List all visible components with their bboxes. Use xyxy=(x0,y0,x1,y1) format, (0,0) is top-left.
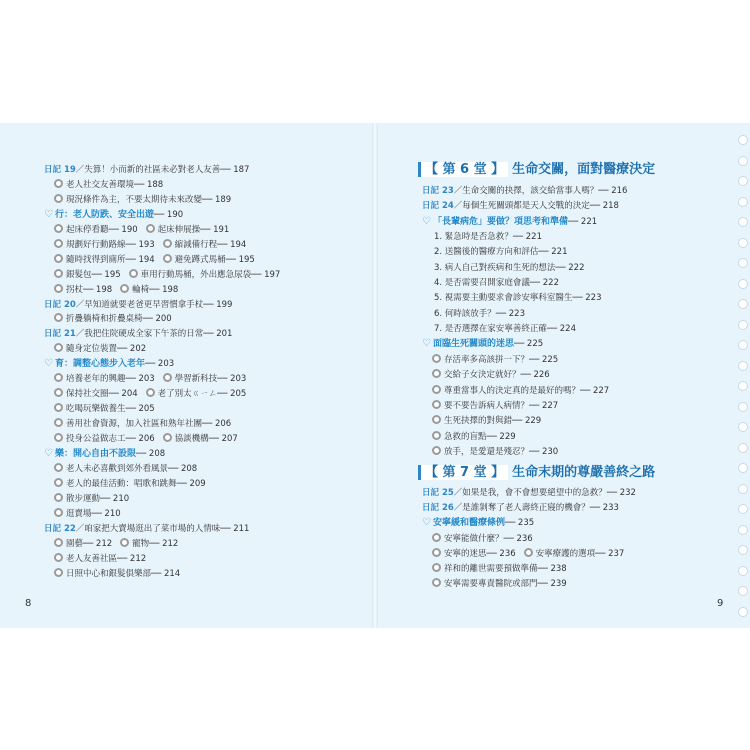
toc-line xyxy=(434,308,525,320)
bullet-icon xyxy=(120,538,129,547)
diary-title: ／每個生死關頭都是天人交戰的決定── 218 xyxy=(453,201,619,211)
toc-line xyxy=(434,277,559,289)
toc-line xyxy=(54,463,197,475)
left-page xyxy=(0,123,372,628)
toc-line xyxy=(434,246,567,258)
binding-ring xyxy=(738,217,748,227)
toc-line xyxy=(422,200,619,212)
diary-title: ／早知道就要老爸更早習慣拿手杖── 199 xyxy=(75,300,233,310)
toc-line xyxy=(422,502,619,514)
chapter-title: 生命末期的尊嚴善終之路 xyxy=(512,465,656,480)
numbered-item: 3. 病人自己對疾病和生死的想法── 222 xyxy=(434,263,585,273)
bullet-item: 安寧的迷思── 236 xyxy=(444,549,516,559)
bullet-item: 日照中心和銀髮俱樂部── 214 xyxy=(66,569,181,579)
toc-line xyxy=(432,431,516,443)
bullet-item: 存活率多高該拼一下？── 225 xyxy=(444,355,559,365)
diary-title: ／生命交關的抉擇，該交給當事人嗎？── 216 xyxy=(453,186,628,196)
bullet-icon xyxy=(432,354,441,363)
section-page: ── 208 xyxy=(135,449,166,459)
bullet-icon xyxy=(432,578,441,587)
binding-ring xyxy=(738,156,748,166)
toc-line xyxy=(422,338,543,350)
heart-icon: ♡ xyxy=(44,358,53,369)
bullet-item: 避免蹲式馬桶── 195 xyxy=(174,255,255,265)
bullet-item: 散步運動── 210 xyxy=(66,494,130,504)
bullet-item: 老人未必喜歡到郊外看風景── 208 xyxy=(66,464,198,474)
binding-ring xyxy=(738,176,748,186)
bullet-icon xyxy=(163,254,172,263)
bullet-icon xyxy=(54,538,63,547)
toc-line xyxy=(54,284,178,296)
bullet-item: 縮減備行程── 194 xyxy=(174,240,247,250)
bullet-item: 逛賣場── 210 xyxy=(66,509,121,519)
diary-tag: 日記 23 xyxy=(422,186,454,196)
toc-line xyxy=(434,292,601,304)
bullet-icon xyxy=(54,239,63,248)
toc-line xyxy=(44,358,174,370)
bullet-icon xyxy=(54,493,63,502)
toc-line xyxy=(54,508,121,520)
bullet-icon xyxy=(432,446,441,455)
bullet-item: 協談機構── 207 xyxy=(174,434,238,444)
bullet-icon xyxy=(54,343,63,352)
bullet-item: 隨時找得到廁所── 194 xyxy=(66,255,155,265)
numbered-item: 7. 是否選擇在家安寧善終正確── 224 xyxy=(434,324,576,334)
section-title: 面臨生死關頭的迷思 xyxy=(432,339,514,349)
bullet-item: 吃喝玩樂做養生── 205 xyxy=(66,404,155,414)
toc-line xyxy=(432,415,541,427)
bullet-item: 放手，是愛還是殘忍？── 230 xyxy=(444,447,559,457)
toc-line xyxy=(54,343,146,355)
bullet-icon xyxy=(432,369,441,378)
bullet-item: 隨身定位裝置── 202 xyxy=(66,344,147,354)
bullet-item: 安寧療護的選項── 237 xyxy=(535,549,625,559)
bullet-item: 生死抉擇的對與錯── 229 xyxy=(444,416,542,426)
binding-ring xyxy=(738,361,748,371)
toc-line xyxy=(54,179,163,191)
chapter-number: 【 第 7 堂 】 xyxy=(418,465,508,480)
toc-line xyxy=(434,323,576,335)
diary-tag: 日記 19 xyxy=(44,165,76,175)
bullet-item: 起床伸展操── 191 xyxy=(157,225,230,235)
bullet-icon xyxy=(54,433,63,442)
bullet-icon xyxy=(54,478,63,487)
section-title: 「長輩病危」要做？項思考和準備 xyxy=(432,217,568,227)
bullet-item: 老人友善社區── 212 xyxy=(66,554,147,564)
toc-line xyxy=(422,517,534,529)
binding-ring xyxy=(738,545,748,555)
bullet-icon xyxy=(54,254,63,263)
section-page: ── 190 xyxy=(153,210,184,220)
bullet-item: 急救的盲點── 229 xyxy=(444,432,516,442)
numbered-item: 2. 送醫後的醫療方向和評估── 221 xyxy=(434,247,568,257)
toc-line xyxy=(432,446,558,458)
section-page: ── 221 xyxy=(567,217,598,227)
diary-title: ／如果是我，會不會想要絕望中的急救？── 232 xyxy=(453,488,636,498)
binding-ring xyxy=(738,484,748,494)
bullet-icon xyxy=(54,553,63,562)
binding-ring xyxy=(738,197,748,207)
toc-line xyxy=(54,254,255,266)
page-number-left: 8 xyxy=(25,598,32,609)
bullet-icon xyxy=(524,548,533,557)
chapter-number: 【 第 6 堂 】 xyxy=(418,162,508,177)
binding-ring xyxy=(738,525,748,535)
binding-ring xyxy=(738,422,748,432)
toc-line xyxy=(44,448,165,460)
bullet-item: 拐杖── 198 xyxy=(66,285,113,295)
toc-line xyxy=(54,538,178,550)
bullet-icon xyxy=(54,388,63,397)
binding-ring xyxy=(738,443,748,453)
bullet-item: 安寧需要專責醫院或部門── 239 xyxy=(444,579,567,589)
bullet-item: 老人社交友善環境── 188 xyxy=(66,180,164,190)
toc-line xyxy=(432,548,624,560)
toc-line xyxy=(44,523,249,535)
heart-icon: ♡ xyxy=(44,448,53,459)
bullet-icon xyxy=(163,239,172,248)
book-spread xyxy=(0,123,750,628)
heart-icon: ♡ xyxy=(422,517,431,528)
chapter-title: 生命交關，面對醫療決定 xyxy=(512,162,656,177)
bullet-icon xyxy=(54,179,63,188)
toc-line xyxy=(54,224,229,236)
bullet-item: 車用行動馬桶，外出應急尿袋── 197 xyxy=(140,270,281,280)
bullet-icon xyxy=(54,508,63,517)
heart-icon: ♡ xyxy=(422,216,431,227)
binding-ring xyxy=(738,340,748,350)
toc-line xyxy=(44,299,232,311)
heart-icon: ♡ xyxy=(44,209,53,220)
bullet-icon xyxy=(146,224,155,233)
bullet-item: 要不要告訴病人病情？── 227 xyxy=(444,401,559,411)
bullet-icon xyxy=(432,415,441,424)
bullet-item: 祥和的離世需要預做準備── 238 xyxy=(444,564,567,574)
numbered-item: 1. 緊急時是否急救？── 221 xyxy=(434,232,542,242)
binding-ring xyxy=(738,504,748,514)
toc-line xyxy=(432,400,558,412)
toc-line xyxy=(54,373,246,385)
bullet-icon xyxy=(432,385,441,394)
toc-line xyxy=(44,164,249,176)
bullet-icon xyxy=(54,269,63,278)
chapter-heading xyxy=(418,464,655,482)
toc-line xyxy=(54,403,155,415)
toc-line xyxy=(422,216,597,228)
bullet-item: 交給子女決定就好？── 226 xyxy=(444,370,550,380)
binding-ring xyxy=(738,463,748,473)
bullet-icon xyxy=(54,224,63,233)
bullet-icon xyxy=(54,568,63,577)
binding-ring xyxy=(738,586,748,596)
toc-line xyxy=(54,493,129,505)
toc-line xyxy=(432,578,567,590)
numbered-item: 6. 何時該放手？── 223 xyxy=(434,309,525,319)
toc-line xyxy=(54,269,280,281)
section-page: ── 203 xyxy=(144,359,175,369)
section-title: 樂：開心自由不設限 xyxy=(54,449,136,459)
diary-tag: 日記 22 xyxy=(44,524,76,534)
toc-line xyxy=(432,369,550,381)
toc-line xyxy=(54,418,231,430)
diary-tag: 日記 20 xyxy=(44,300,76,310)
toc-line xyxy=(432,385,609,397)
bullet-icon xyxy=(163,373,172,382)
chapter-heading xyxy=(418,161,655,179)
bullet-item: 輪椅── 198 xyxy=(132,285,179,295)
bullet-icon xyxy=(432,533,441,542)
toc-line xyxy=(54,194,231,206)
bullet-icon xyxy=(129,269,138,278)
section-page: ── 235 xyxy=(504,518,535,528)
toc-line xyxy=(432,563,567,575)
bullet-item: 規劃好行動路線── 193 xyxy=(66,240,155,250)
bullet-item: 投身公益做志工── 206 xyxy=(66,434,155,444)
toc-line xyxy=(54,568,180,580)
bullet-item: 培養老年的興趣── 203 xyxy=(66,374,155,384)
toc-line xyxy=(434,231,542,243)
diary-title: ／我把住院硬成全家下午茶的日常── 201 xyxy=(75,329,233,339)
bullet-item: 尊重當事人的決定真的是最好的嗎？── 227 xyxy=(444,386,610,396)
bullet-item: 現況條件為主，不要太期待未來改變── 189 xyxy=(66,195,232,205)
bullet-icon xyxy=(432,548,441,557)
toc-line xyxy=(54,388,246,400)
bullet-icon xyxy=(432,563,441,572)
toc-line xyxy=(54,313,172,325)
toc-line xyxy=(432,354,558,366)
toc-line xyxy=(432,533,533,545)
toc-line xyxy=(44,328,232,340)
toc-line xyxy=(54,239,246,251)
bullet-icon xyxy=(432,431,441,440)
numbered-item: 4. 是否需要召開家庭會議── 222 xyxy=(434,278,559,288)
bullet-icon xyxy=(54,284,63,293)
diary-title: ／失算！小而新的社區未必對老人友善── 187 xyxy=(75,165,250,175)
bullet-item: 園藝── 212 xyxy=(66,539,113,549)
bullet-icon xyxy=(54,373,63,382)
bullet-icon xyxy=(54,463,63,472)
diary-tag: 日記 26 xyxy=(422,503,454,513)
bullet-icon xyxy=(120,284,129,293)
toc-line xyxy=(54,433,238,445)
binding-ring xyxy=(738,258,748,268)
bullet-icon xyxy=(146,388,155,397)
section-title: 育：調整心態步入老年 xyxy=(54,359,145,369)
heart-icon: ♡ xyxy=(422,338,431,349)
toc-line xyxy=(422,185,627,197)
bullet-item: 起床停看聽── 190 xyxy=(66,225,138,235)
section-page: ── 225 xyxy=(513,339,544,349)
binding-ring xyxy=(738,320,748,330)
toc-line xyxy=(44,209,183,221)
binding-ring xyxy=(738,135,748,145)
bullet-icon xyxy=(54,194,63,203)
bullet-item: 安寧能做什麼？── 236 xyxy=(444,534,533,544)
binding-ring xyxy=(738,279,748,289)
binding-ring xyxy=(738,607,748,617)
bullet-icon xyxy=(163,433,172,442)
binding-ring xyxy=(738,299,748,309)
bullet-item: 老了別太ㄍㄧㄥ── 205 xyxy=(157,389,247,399)
toc-line xyxy=(54,553,146,565)
diary-tag: 日記 25 xyxy=(422,488,454,498)
binding-ring xyxy=(738,402,748,412)
section-title: 安寧緩和醫療條例 xyxy=(432,518,505,528)
numbered-item: 5. 視需要主動要求會診安寧科室醫生── 223 xyxy=(434,293,602,303)
page-number-right: 9 xyxy=(717,598,724,609)
diary-tag: 日記 21 xyxy=(44,329,76,339)
bullet-icon xyxy=(54,313,63,322)
bullet-item: 寵物── 212 xyxy=(132,539,179,549)
section-title: 行：老人防跌、安全出遊 xyxy=(54,210,154,220)
bullet-item: 保持社交圈── 204 xyxy=(66,389,138,399)
diary-title: ／是誰剝奪了老人壽終正寢的機會？── 233 xyxy=(453,503,619,513)
right-page xyxy=(378,123,750,628)
bullet-item: 銀髮包── 195 xyxy=(66,270,121,280)
bullet-icon xyxy=(432,400,441,409)
bullet-item: 善用社會資源，加入社區和熟年社團── 206 xyxy=(66,419,232,429)
binding-ring xyxy=(738,238,748,248)
bullet-icon xyxy=(54,418,63,427)
diary-tag: 日記 24 xyxy=(422,201,454,211)
bullet-item: 折疊躺椅和折疊桌椅── 200 xyxy=(66,314,172,324)
toc-line xyxy=(422,487,636,499)
toc-line xyxy=(434,262,584,274)
bullet-item: 老人的最佳活動：唱歌和跳舞── 209 xyxy=(66,479,206,489)
bullet-icon xyxy=(54,403,63,412)
bullet-item: 學習新科技── 203 xyxy=(174,374,247,384)
binding-ring xyxy=(738,381,748,391)
binding-ring xyxy=(738,566,748,576)
toc-line xyxy=(54,478,206,490)
diary-title: ／咱家把大賣場逛出了菜市場的人情味── 211 xyxy=(75,524,250,534)
